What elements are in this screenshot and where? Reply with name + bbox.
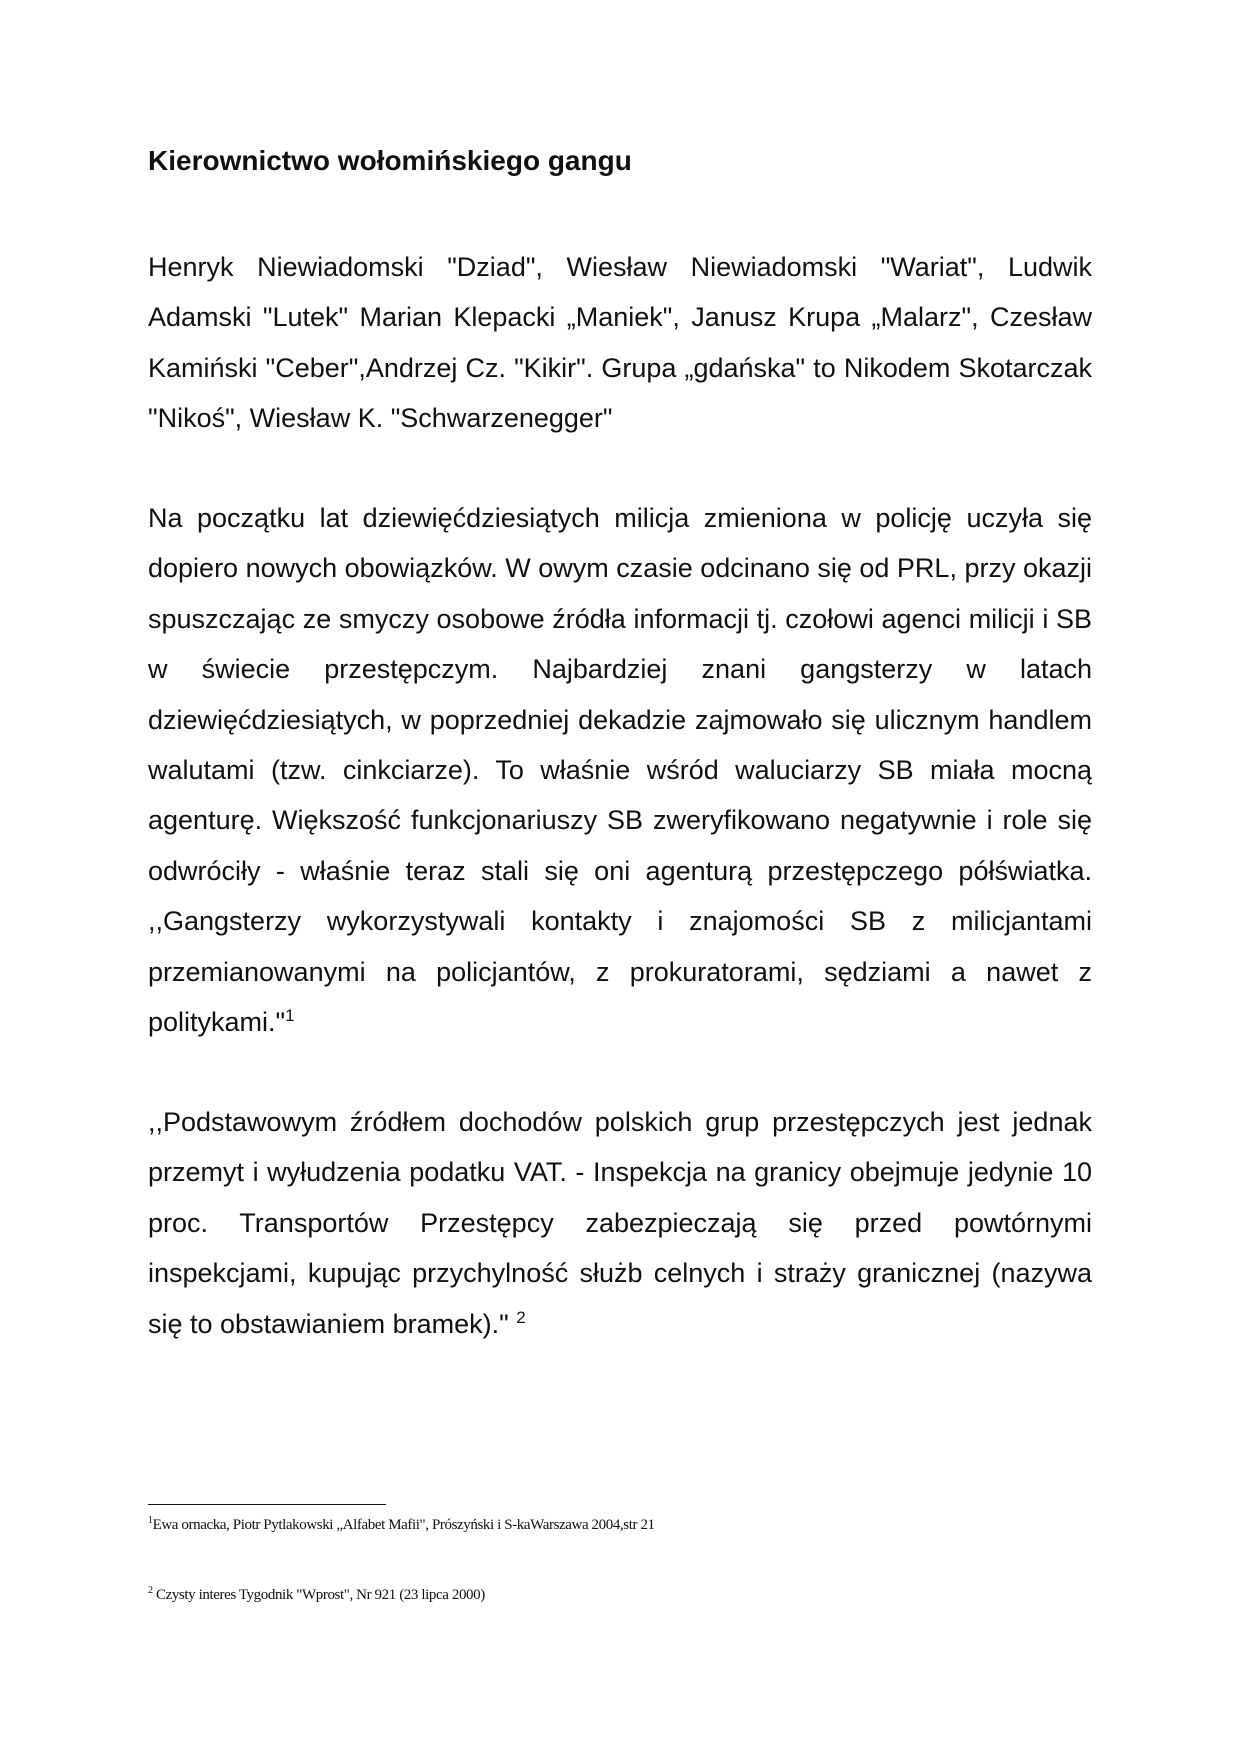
paragraph-nineties-police	[148, 493, 1092, 1047]
footnote-separator	[148, 1504, 386, 1505]
footnote-mark: 1	[148, 1515, 153, 1526]
footnote-2	[148, 1585, 485, 1605]
paragraph-smuggling-vat	[148, 1097, 1092, 1349]
paragraph-text: Henryk Niewiadomski "Dziad", Wiesław Niewiadomski "Wariat", Ludwik Adamski "Lutek" Marian Klepacki „Maniek", Janusz Krupa „Malarz", Czesław Kamiński "Ceber",Andrzej Cz. "Kikir". Grupa „gdańska" to Nikodem Skotarczak "Nikoś", Wiesław K. "Schwarzenegger"	[148, 252, 1092, 434]
footnote-mark: 2	[148, 1585, 153, 1596]
footnote-text: Ewa ornacka, Piotr Pytlakowski „Alfabet Mafii", Prószyński i S-kaWarszawa 2004,str 21	[152, 1517, 655, 1533]
footnote-1	[148, 1515, 655, 1535]
paragraph-text: ,,Podstawowym źródłem dochodów polskich grup przestępczych jest jednak przemyt i wyłudzenia podatku VAT. - Inspekcja na granicy obejmuje jedynie 10 proc. Transportów Przestępcy zabezpieczają się przed powtórnymi inspekcjami, kupując przychylność służb celnych i straży granicznej (nazywa się to obstawianiem bramek)."	[148, 1107, 1092, 1339]
paragraph-text: Na początku lat dziewięćdziesiątych milicja zmieniona w policję uczyła się dopiero nowych obowiązków. W owym czasie odcinano się od PRL, przy okazji spuszczając ze smyczy osobowe źródła informacji tj. czołowi agenci milicji i SB w świecie przestępczym. Najbardziej znani gangsterzy w latach dziewięćdziesiątych, w poprzedniej dekadzie zajmowało się ulicznym handlem walutami (tzw. cinkciarze). To właśnie wśród waluciarzy SB miała mocną agenturę. Większość funkcjonariuszy SB zweryfikowano negatywnie i role się odwróciły - właśnie teraz stali się oni agenturą przestępczego półświatka. ,,Gangsterzy wykorzystywali kontakty i znajomości SB z milicjantami przemianowanymi na policjantów, z prokuratorami, sędziami a nawet z politykami."	[148, 503, 1092, 1038]
footnote-reference-2: 2	[516, 1307, 526, 1327]
footnote-text: Czysty interes Tygodnik "Wprost", Nr 921 (23 lipca 2000)	[152, 1587, 485, 1603]
paragraph-gang-leaders	[148, 242, 1092, 444]
footnote-reference-1: 1	[285, 1006, 295, 1026]
document-title: Kierownictwo wołomińskiego gangu	[148, 145, 632, 176]
document-page	[148, 0, 1092, 1754]
